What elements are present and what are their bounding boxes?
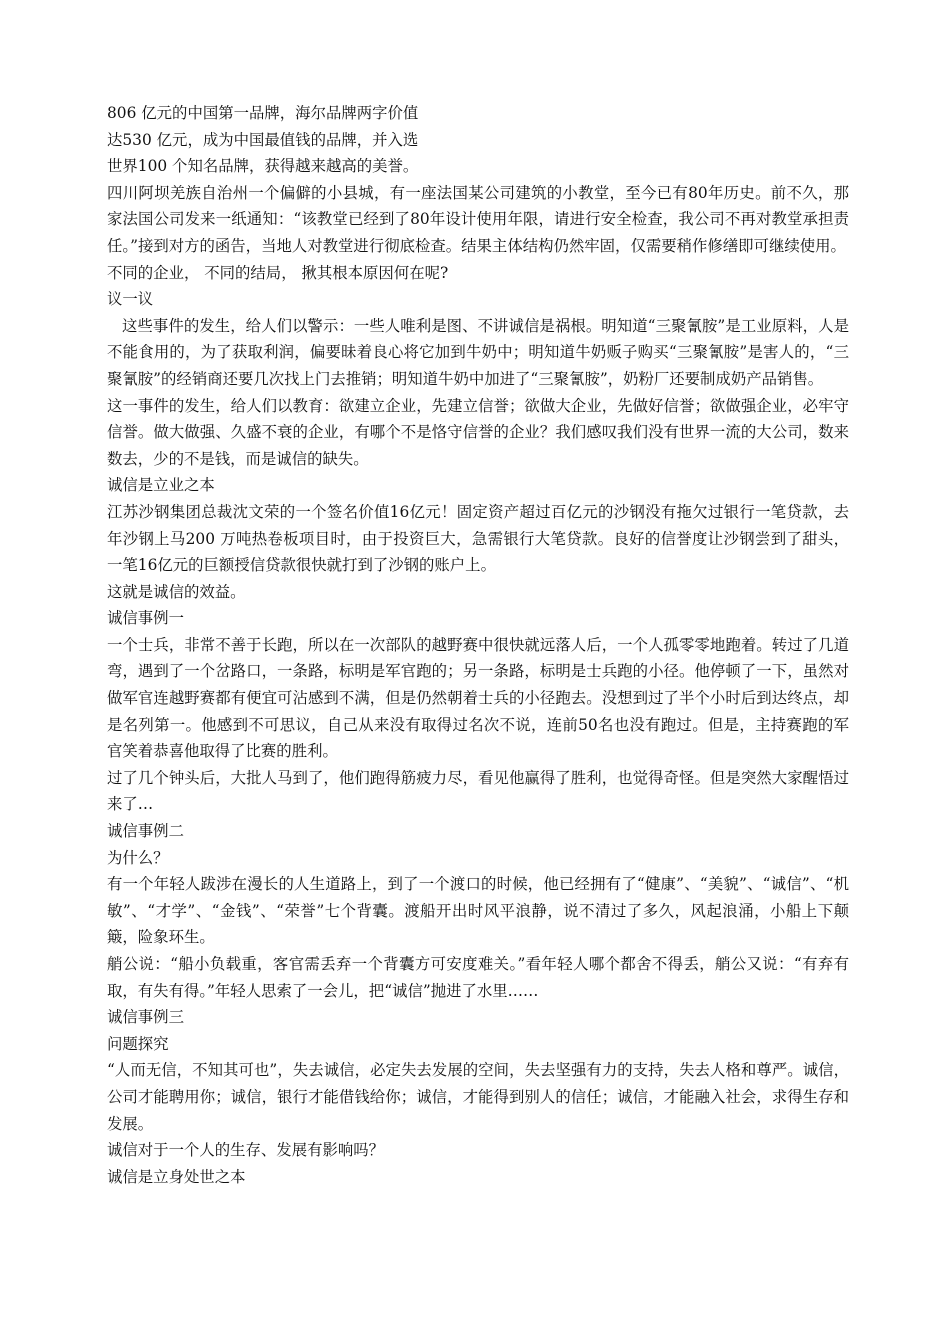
paragraph-lesson: 这一事件的发生，给人们以教育：欲建立企业，先建立信誉；欲做大企业，先做好信誉；欲做强企业，必牢守信誉。做大做强、久盛不衰的企业，有哪个不是恪守信誉的企业？我们感叹我们没有世界一流的大公司，数来数去，少的不是钱，而是诚信的缺失。 — [107, 396, 849, 468]
paragraph-confucius-quote: “人而无信，不知其可也”，失去诚信，必定失去发展的空间，失去坚强有力的支持，失去人格和尊严。诚信，公司才能聘用你；诚信，银行才能借钱给你；诚信，才能得到别人的信任；诚信，才能融入社会，求得生存和发展。 — [107, 1061, 849, 1133]
document-body — [107, 100, 849, 1190]
heading-example-1: 诚信事例一 — [107, 609, 184, 628]
paragraph-haier-value-1: 806 亿元的中国第一品牌，海尔品牌两字价值 — [107, 104, 419, 122]
paragraph-shagang: 江苏沙钢集团总裁沈文荣的一个签名价值16亿元！固定资产超过百亿元的沙钢没有拖欠过银行一笔贷款，去年沙钢上马200 万吨热卷板项目时，由于投资巨大，急需银行大笔贷款。良好的信誉度让沙钢尝到了甜头，一笔16亿元的巨额授信贷款很快就打到了沙钢的账户上。 — [107, 502, 849, 575]
paragraph-church-story: 四川阿坝羌族自治州一个偏僻的小县城，有一座法国某公司建筑的小教堂，至今已有80年历史。前不久，那家法国公司发来一纸通知：“该教堂已经到了80年设计使用年限，请进行安全检查，我公司不再对教堂承担责任。”接到对方的函告，当地人对教堂进行彻底检查。结果主体结构仍然牢固，仅需要稍作修缮即可继续使用。 — [107, 183, 849, 255]
paragraph-influence-question: 诚信对于一个人的生存、发展有影响吗？ — [107, 1141, 385, 1160]
paragraph-soldier-ending: 过了几个钟头后，大批人马到了，他们跑得筋疲力尽，看见他赢得了胜利，也觉得奇怪。但是突然大家醒悟过来了… — [107, 768, 849, 814]
paragraph-warning: 这些事件的发生，给人们以警示：一些人唯利是图、不讲诚信是祸根。明知道“三聚氰胺”是工业原料，人是不能食用的，为了获取利润，偏要昧着良心将它加到牛奶中；明知道牛奶贩子购买“三聚氰胺”是害人的，“三聚氰胺”的经销商还要几次找上门去推销；明知道牛奶中加进了“三聚氰胺”，奶粉厂还要制成奶产品销售。 — [107, 316, 849, 388]
paragraph-haier-value-2: 达530 亿元，成为中国最值钱的品牌，并入选 — [107, 130, 419, 149]
heading-inquiry: 问题探究 — [107, 1034, 169, 1053]
heading-why: 为什么？ — [107, 848, 169, 867]
heading-discuss: 议一议 — [107, 290, 154, 309]
paragraph-question: 不同的企业， 不同的结局， 揪其根本原因何在呢? — [107, 263, 449, 282]
paragraph-benefit: 这就是诚信的效益。 — [107, 582, 246, 601]
paragraph-boatman: 艄公说：“船小负载重，客官需丢弃一个背囊方可安度难关。”看年轻人哪个都舍不得丢，艄公又说：“有弃有取，有失有得。”年轻人思索了一会儿，把“诚信”抛进了水里…… — [107, 955, 849, 1000]
paragraph-soldier-story: 一个士兵，非常不善于长跑，所以在一次部队的越野赛中很快就远落人后，一个人孤零零地跑着。转过了几道弯，遇到了一个岔路口，一条路，标明是军官跑的；另一条路，标明是士兵跑的小径。他停顿了一下，虽然对做军官连越野赛都有便宜可沾感到不满，但是仍然朝着士兵的小径跑去。没想到过了半个小时后到达终点，却是名列第一。他感到不可思议，自己从来没有取得过名次不说，连前50名也没有跑过。但是，主持赛跑的军官笑着恭喜他取得了比赛的胜利。 — [107, 635, 849, 761]
paragraph-young-man: 有一个年轻人跋涉在漫长的人生道路上，到了一个渡口的时候，他已经拥有了“健康”、“美貌”、“诚信”、“机敏”、“才学”、“金钱”、“荣誉”七个背囊。渡船开出时风平浪静，说不清过了多久，风起浪涌，小船上下颠簸，险象环生。 — [107, 875, 849, 947]
heading-integrity-life: 诚信是立身处世之本 — [107, 1167, 246, 1186]
heading-example-2: 诚信事例二 — [107, 822, 184, 841]
paragraph-haier-value-3: 世界100 个知名品牌，获得越来越高的美誉。 — [107, 157, 419, 176]
heading-integrity-business: 诚信是立业之本 — [107, 476, 215, 495]
heading-example-3: 诚信事例三 — [107, 1008, 184, 1027]
